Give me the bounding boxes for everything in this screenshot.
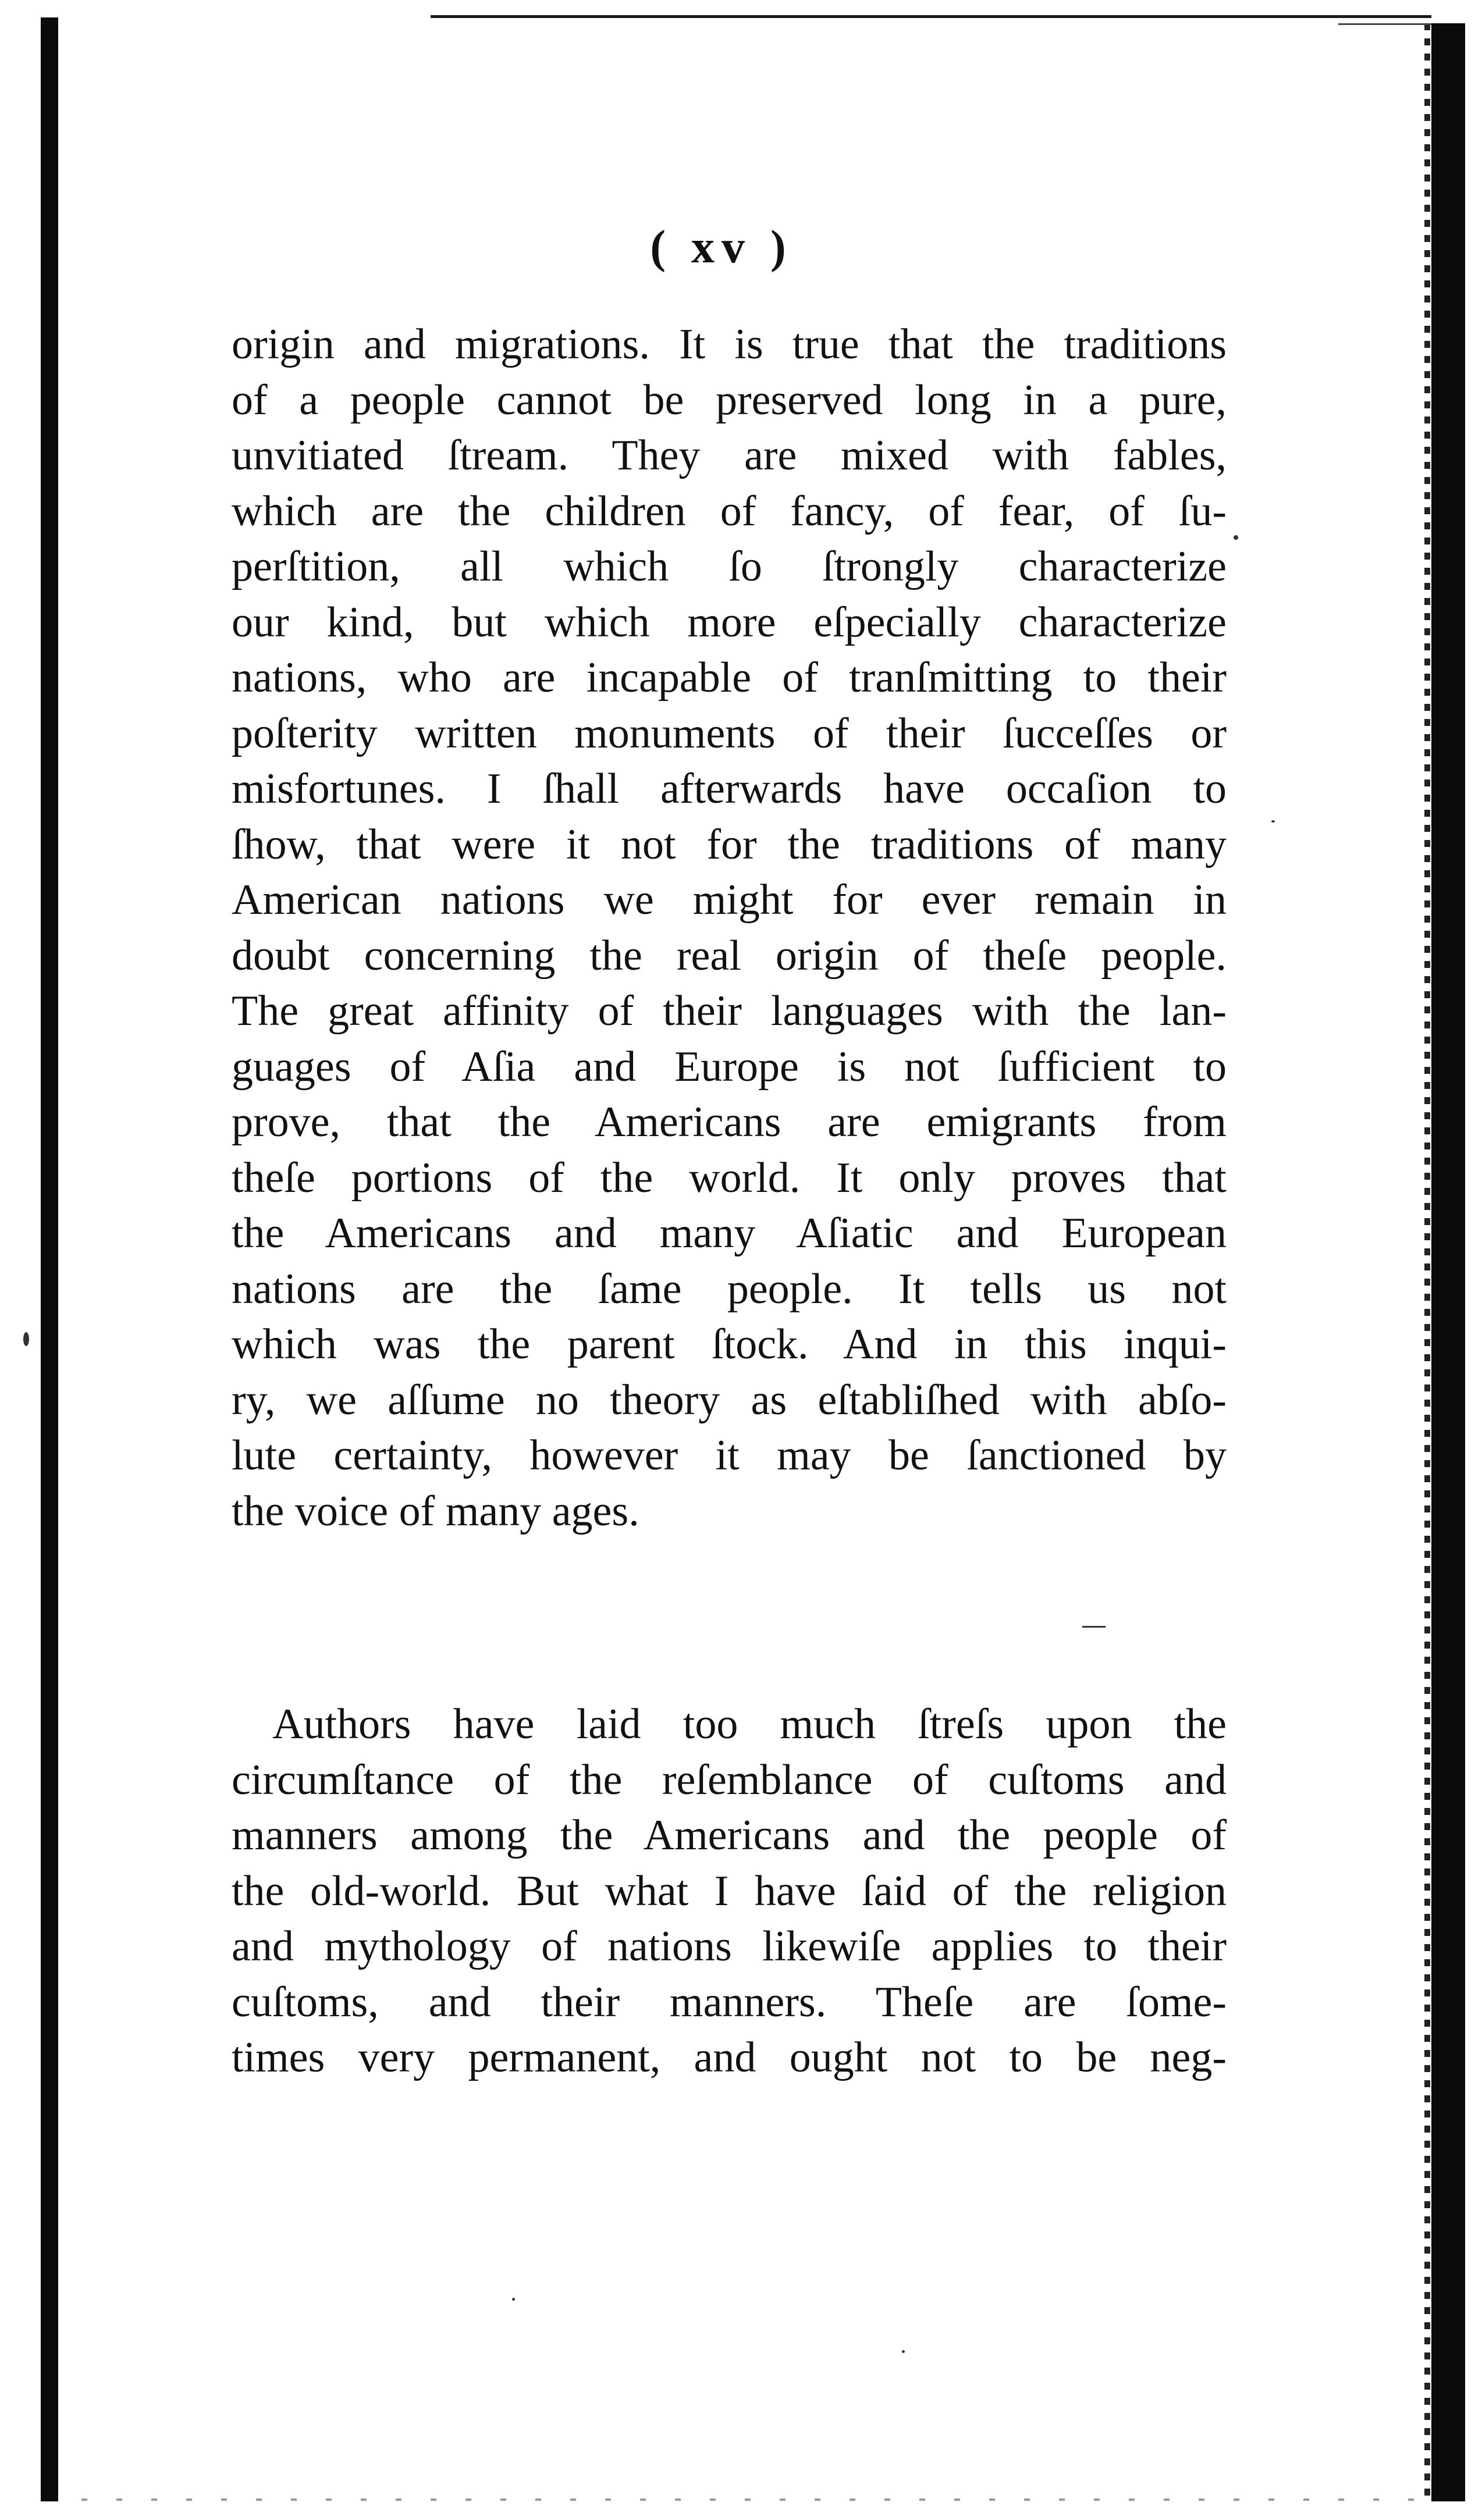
text-line: misfortunes. I ſhall afterwards have occaſion to — [232, 765, 1227, 813]
scan-speck — [23, 1332, 29, 1346]
scan-top-rule-short — [1338, 23, 1431, 25]
text-line: The great affinity of their languages with the lan- — [232, 987, 1227, 1035]
text-line: the old-world. But what I have ſaid of the religion — [232, 1867, 1227, 1915]
text-line: ſhow, that were it not for the traditions of many — [232, 820, 1227, 869]
scan-edge-left — [41, 17, 58, 2501]
text-line: American nations we might for ever remain in — [232, 876, 1227, 924]
text-line: which was the parent ſtock. And in this inqui- — [232, 1320, 1227, 1368]
text-line: poſterity written monuments of their ſucceſſes or — [232, 709, 1227, 757]
text-line: manners among the Americans and the people of — [232, 1811, 1227, 1859]
paragraph-1 — [232, 317, 1227, 1539]
text-line: perſtition, all which ſo ſtrongly characterize — [232, 543, 1227, 590]
page-number: ( xv ) — [650, 222, 793, 273]
scan-top-rule — [431, 15, 1431, 18]
scan-speck — [512, 2298, 515, 2301]
text-line: the Americans and many Aſiatic and European — [232, 1209, 1227, 1257]
text-line: and mythology of nations likewiſe applies to their — [232, 1923, 1227, 1970]
text-line: the voice of many ages. — [232, 1487, 639, 1535]
scan-speck — [902, 2350, 905, 2353]
text-line: lute certainty, however it may be ſanctioned by — [232, 1432, 1227, 1479]
text-line: our kind, but which more eſpecially characterize — [232, 598, 1227, 646]
scan-speck — [1234, 535, 1238, 540]
text-line: ry, we aſſume no theory as eſtabliſhed with abſo- — [232, 1376, 1227, 1424]
scan-speck — [1271, 820, 1275, 823]
text-line: guages of Aſia and Europe is not ſufficient to — [232, 1042, 1227, 1091]
scan-edge-right — [1431, 23, 1465, 2501]
text-line: nations, who are incapable of tranſmitting to their — [232, 654, 1227, 702]
text-line: doubt concerning the real origin of theſe people. — [232, 931, 1227, 980]
text-line: of a people cannot be preserved long in a pure, — [232, 376, 1227, 424]
text-line: which are the children of fancy, of fear, of ſu- — [232, 487, 1227, 535]
paragraph-2 — [232, 1697, 1227, 2086]
scan-bottom-noise — [81, 2498, 1420, 2501]
text-line: times very permanent, and ought not to be neg- — [232, 2034, 1227, 2081]
text-line: theſe portions of the world. It only proves that — [232, 1154, 1227, 1202]
text-line: unvitiated ſtream. They are mixed with fables, — [232, 432, 1227, 479]
scan-speck — [1082, 1626, 1106, 1628]
text-line: nations are the ſame people. It tells us not — [232, 1265, 1227, 1313]
text-line: circumſtance of the reſemblance of cuſtoms and — [232, 1756, 1227, 1804]
text-line: cuſtoms, and their manners. Theſe are ſome- — [232, 1978, 1227, 2026]
text-line: origin and migrations. It is true that the traditions — [232, 321, 1227, 368]
text-line: Authors have laid too much ſtreſs upon the — [272, 1700, 1227, 1748]
text-line: prove, that the Americans are emigrants from — [232, 1098, 1227, 1146]
